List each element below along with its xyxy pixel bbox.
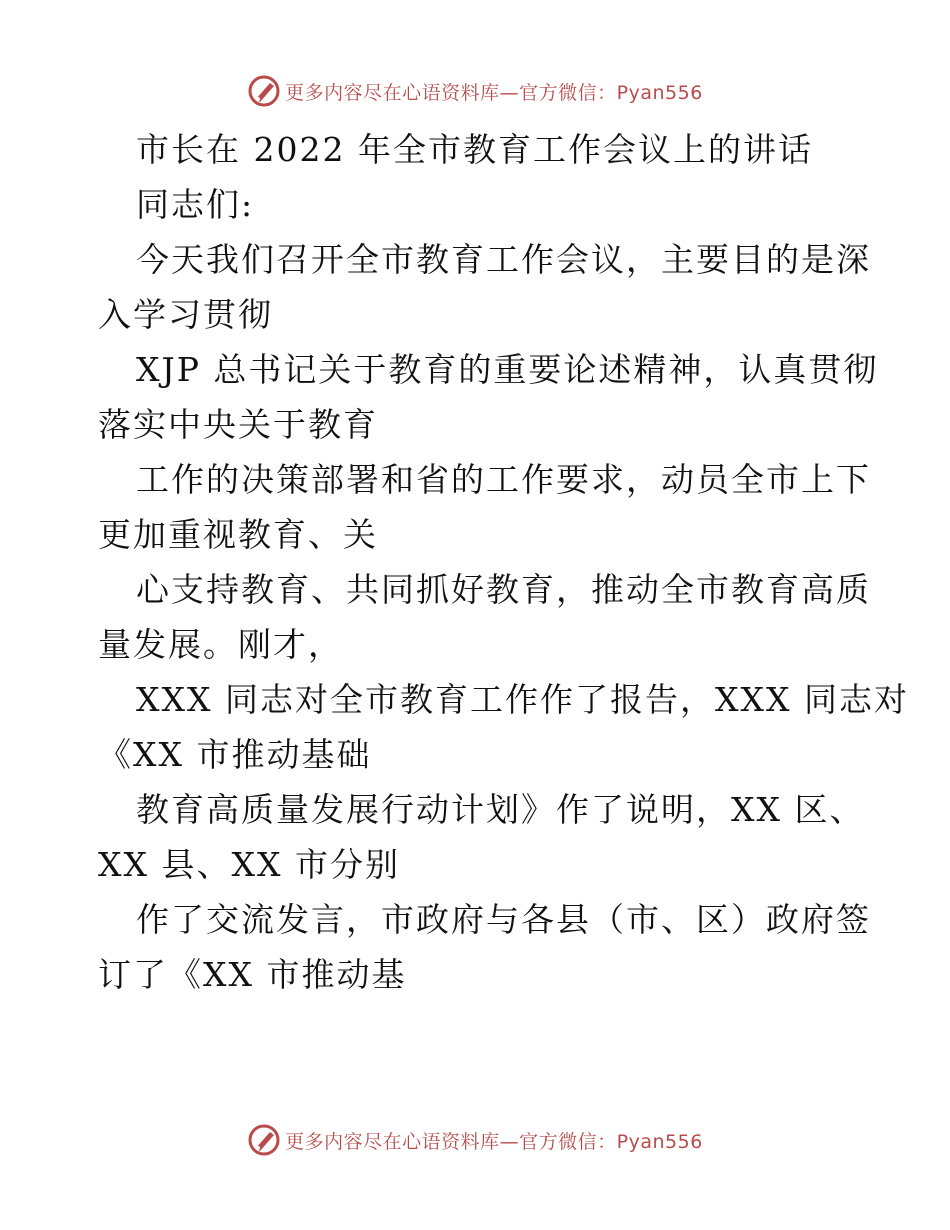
text-line: 落实中央关于教育 [98, 405, 378, 444]
text-line: 订了《XX 市推动基 [98, 955, 407, 994]
watermark-text: 更多内容尽在心语资料库—官方微信：Pyan556 [285, 81, 703, 104]
text-line: XX 县、XX 市分别 [98, 845, 400, 884]
text-line: XXX 同志对全市教育工作作了报告，XXX 同志对 [136, 680, 909, 719]
text-line: 更加重视教育、关 [98, 515, 378, 554]
header-watermark [0, 71, 950, 111]
text-line: 入学习贯彻 [98, 295, 273, 334]
text-line: 《XX 市推动基础 [98, 735, 372, 774]
pen-circle-logo-icon [247, 1123, 281, 1157]
watermark-text: 更多内容尽在心语资料库—官方微信：Pyan556 [285, 1130, 703, 1153]
text-line: 作了交流发言，市政府与各县（市、区）政府签 [136, 900, 871, 939]
text-line: 心支持教育、共同抓好教育，推动全市教育高质 [136, 570, 871, 609]
document-title: 市长在 2022 年全市教育工作会议上的讲话 [136, 130, 813, 169]
text-line: 同志们: [136, 185, 255, 224]
text-line: 教育高质量发展行动计划》作了说明，XX 区、 [136, 790, 865, 829]
text-line: XJP 总书记关于教育的重要论述精神，认真贯彻 [136, 350, 879, 389]
footer-watermark [0, 1120, 950, 1160]
text-line: 今天我们召开全市教育工作会议，主要目的是深 [136, 240, 871, 279]
pen-circle-logo-icon [247, 74, 281, 108]
text-line: 工作的决策部署和省的工作要求，动员全市上下 [136, 460, 871, 499]
text-line: 量发展。刚才， [98, 625, 343, 664]
document-body [98, 122, 909, 1002]
